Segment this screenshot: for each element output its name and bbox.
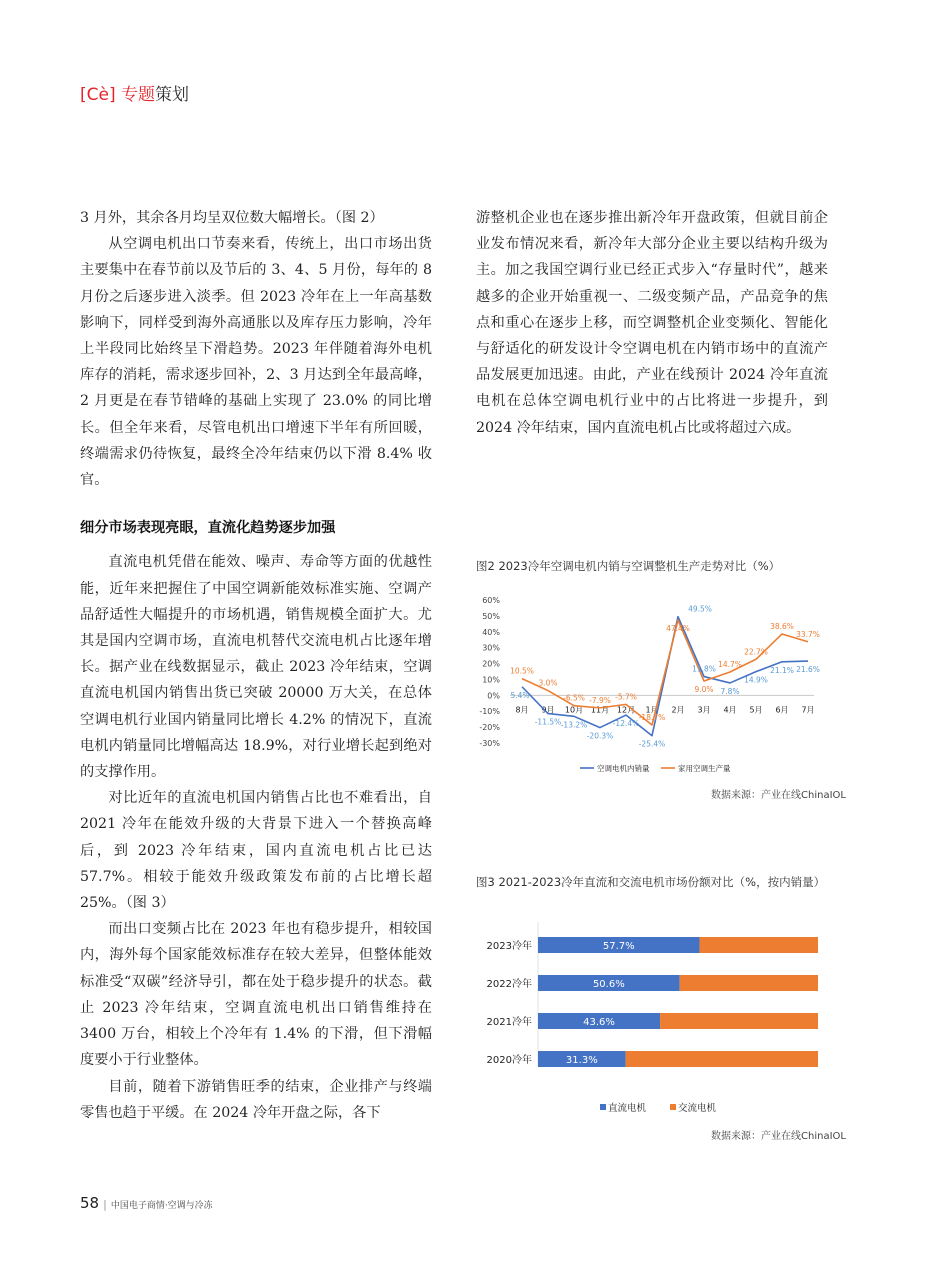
left-column [80,205,432,1126]
body-paragraph: 直流电机凭借在能效、噪声、寿命等方面的优越性能，近年来把握住了中国空调新能效标准实施、空调产品舒适性大幅提升的市场机遇，销售规模全面扩大。尤其是国内空调市场，直流电机替代交流电机占比逐年增长。据产业在线数据显示，截止 2023 冷年结束，空调直流电机国内销售出货已突破 20000 万大关，在总体空调电机行业国内销量同比增长 4.2% 的情况下，直流电机内销量同比增幅高达 18.9%，对行业增长起到绝对的支撑作用。 [80,554,432,781]
category-label: 2021冷年 [486,1017,532,1028]
x-tick-label: 12月 [616,705,636,715]
footer-separator: | [103,1198,107,1211]
data-label: 14.9% [744,675,768,685]
y-tick-label: 30% [482,643,500,653]
bar-ac-motor [700,937,818,953]
bar-value-label: 57.7% [602,941,635,952]
figure-3 [476,874,846,1142]
data-label: -5.7% [615,692,637,702]
y-tick-label: 50% [482,611,500,621]
body-paragraph: 3 月外，其余各月均呈双位数大幅增长。（图 2） [80,210,384,226]
legend-label: 空调电机内销量 [597,764,650,773]
data-label: 21.6% [796,665,820,675]
y-tick-label: -20% [479,723,500,733]
figure-3-source: 数据来源：产业在线ChinaIOL [711,1131,846,1142]
bar-value-label: 50.6% [592,979,625,990]
data-label: -20.3% [586,731,614,741]
x-tick-label: 9月 [541,705,555,715]
bar-value-label: 31.3% [565,1055,598,1066]
data-label: 10.5% [510,666,534,676]
section-heading: 细分市场表现亮眼，直流化趋势逐步加强 [80,520,336,537]
figure-2 [476,558,846,801]
figure-2-source: 数据来源：产业在线ChinaIOL [711,790,846,801]
body-paragraph: 对比近年的直流电机国内销售占比也不难看出，自 2021 冷年在能效升级的大背景下进入一个替换高峰后，到 2023 冷年结束，国内直流电机占比已达 57.7%。相较于能效升级政策发布前的占比增长超 25%。（图 3） [80,790,432,912]
data-label: -13.2% [560,720,588,730]
figure-2-line-chart [476,588,846,778]
body-paragraph: 而出口变频占比在 2023 年也有稳步提升，相较国内，海外每个国家能效标准存在较大差异，但整体能效标准受“双碳”经济导引，都在处于稳步提升的状态。截止 2023 冷年结束，空调直流电机出口销售维持在 3400 万台，相较上个冷年有 1.4% 的下滑，但下滑幅度要小于行业整体。 [80,921,432,1069]
bar-value-label: 43.6% [583,1017,615,1028]
data-label: 33.7% [796,629,820,639]
figure-2-caption: 图2 2023冷年空调电机内销与空调整机生产走势对比（%） [476,559,781,573]
figure-3-bar-chart [476,906,846,1121]
figure-3-caption: 图3 2021-2023冷年直流和交流电机市场份额对比（%，按内销量） [476,875,826,889]
x-tick-label: 11月 [590,705,610,715]
x-tick-label: 2月 [671,705,685,715]
x-tick-label: 10月 [564,705,584,715]
category-label: 2023冷年 [486,941,532,952]
data-label: -7.9% [589,695,611,705]
bar-ac-motor [680,975,818,991]
data-label: 49.5% [688,604,712,614]
data-label: -18.7% [638,713,666,723]
data-label: 38.6% [770,622,794,632]
x-tick-label: 6月 [775,705,789,715]
column-brand: [Cè] 专题 [80,85,155,105]
x-tick-label: 8月 [515,705,529,715]
category-label: 2022冷年 [486,979,532,990]
column-section: 策划 [155,85,189,105]
legend-swatch-ac-motor [670,1104,676,1110]
page-footer [80,1193,213,1212]
body-paragraph: 游整机企业也在逐步推出新冷年开盘政策，但就目前企业发布情况来看，新冷年大部分企业主要以结构升级为主。加之我国空调行业已经正式步入“存量时代”，越来越多的企业开始重视一、二级变频产品，产品竞争的焦点和重心在逐步上移，而空调整机企业变频化、智能化与舒适化的研发设计令空调电机在内销市场中的直流产品发展更加迅速。由此，产业在线预计 2024 冷年直流电机在总体空调电机行业中的占比将进一步提升，到 2024 冷年结束，国内直流电机占比或将超过六成。 [476,210,828,436]
x-tick-label: 7月 [801,705,815,715]
x-tick-label: 5月 [749,705,763,715]
x-tick-label: 3月 [697,705,711,715]
x-tick-label: 1月 [645,705,659,715]
data-label: 9.0% [694,685,714,695]
right-column [476,205,828,441]
legend-label: 直流电机 [608,1103,647,1114]
data-label: -11.5% [534,717,562,727]
data-label: 47.4% [666,624,690,634]
data-label: 3.0% [538,678,558,688]
data-label: 7.8% [720,686,740,696]
data-label: 14.7% [718,659,742,669]
y-tick-label: 20% [482,659,500,669]
data-label: -12.4% [612,719,640,729]
legend-label: 交流电机 [678,1103,717,1114]
legend-swatch-dc-motor [600,1104,606,1110]
page-header [80,80,189,105]
data-label: 5.4% [510,690,530,700]
y-tick-label: -10% [479,707,500,717]
y-tick-label: 0% [487,691,500,701]
data-label: -25.4% [638,739,666,749]
bar-ac-motor [660,1013,818,1029]
y-tick-label: 40% [482,627,500,637]
y-tick-label: 60% [482,596,500,605]
data-label: -6.5% [563,693,585,703]
bar-ac-motor [626,1051,818,1067]
body-paragraph: 目前，随着下游销售旺季的结束，企业排产与终端零售也趋于平缓。在 2024 冷年开盘之际，各下 [80,1078,432,1121]
body-paragraph: 从空调电机出口节奏来看，传统上，出口市场出货主要集中在春节前以及节后的 3、4、5 月份，每年的 8 月份之后逐步进入淡季。但 2023 冷年在上一年高基数影响下，同样受到海外高通胀以及库存压力影响，冷年上半段同比始终呈下滑趋势。2023 年伴随着海外电机库存的消耗，需求逐步回补，2、3 月达到全年最高峰，2 月更是在春节错峰的基础上实现了 23.0% 的同比增长。但全年来看，尽管电机出口增速下半年有所回暖，终端需求仍待恢复，最终全冷年结束仍以下滑 8.4% 收官。 [80,236,432,489]
magazine-name: 中国电子商情·空调与冷冻 [110,1201,213,1211]
legend-label: 家用空调生产量 [678,764,731,773]
y-tick-label: 10% [482,675,500,685]
data-label: 21.1% [770,665,794,675]
data-label: 22.7% [744,647,768,657]
x-tick-label: 4月 [723,705,737,715]
category-label: 2020冷年 [486,1055,532,1066]
page-number: 58 [80,1194,100,1212]
y-tick-label: -30% [479,739,500,748]
data-label: 11.8% [692,664,716,674]
